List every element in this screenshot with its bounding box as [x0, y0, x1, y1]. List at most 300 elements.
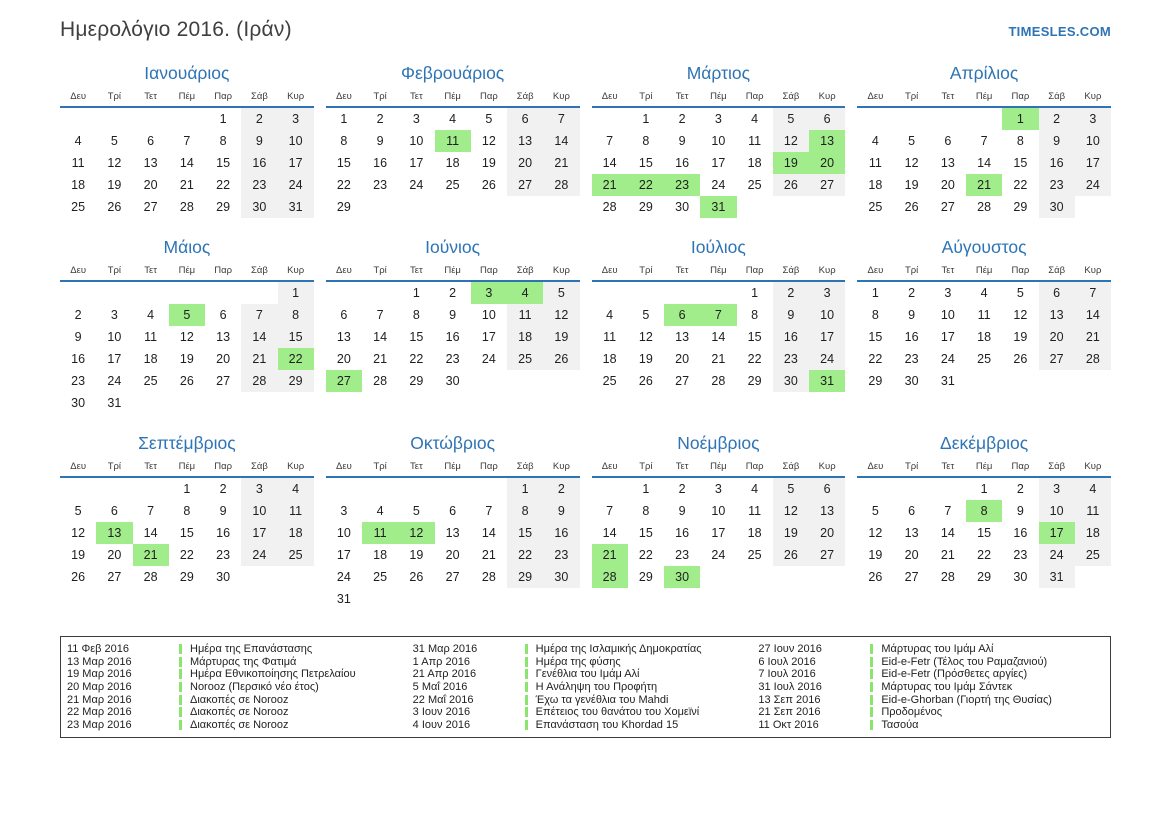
day-cell: 20	[675, 352, 690, 366]
weekday-label: Τετ	[144, 91, 157, 102]
day-cell: 6	[664, 304, 700, 326]
day-cell: 19	[1013, 330, 1028, 344]
day-cell: 19	[409, 548, 424, 562]
day-cell: 14	[143, 526, 158, 540]
day-cell: 22	[179, 548, 194, 562]
day-cell: 21	[940, 548, 955, 562]
day-cell: 21	[966, 174, 1002, 196]
day-cell	[628, 282, 664, 304]
day-cell: 22	[1013, 178, 1028, 192]
day-cell	[169, 108, 205, 130]
day-cell	[773, 196, 809, 218]
day-cell: 25	[977, 352, 992, 366]
legend-date: 21 Μαρ 2016	[67, 693, 132, 706]
holiday-tick-icon	[525, 657, 528, 667]
day-cell: 13	[143, 156, 158, 170]
day-cell: 4	[751, 482, 759, 496]
day-cell: 22	[507, 544, 543, 566]
day-cell	[60, 108, 96, 130]
weekday-header-row	[326, 264, 580, 282]
day-cell: 21	[481, 548, 496, 562]
weekday-label: Σάβ	[1048, 265, 1066, 276]
holiday-tick-icon	[525, 669, 528, 679]
day-cell	[96, 478, 132, 500]
day-cell	[362, 588, 398, 610]
day-cell: 16	[71, 352, 86, 366]
day-cell	[435, 478, 471, 500]
month-block-7	[592, 236, 846, 392]
weekday-label: Τρί	[639, 91, 653, 102]
day-cell: 26	[638, 374, 653, 388]
day-cell: 27	[904, 570, 919, 584]
day-cell: 27	[143, 200, 158, 214]
holiday-legend	[60, 636, 1111, 738]
weekday-label: Πέμ	[444, 91, 461, 102]
day-cell: 29	[638, 570, 653, 584]
day-cell: 31	[107, 396, 122, 410]
legend-label: Διακοπές σε Norooz	[190, 693, 289, 706]
day-cell: 15	[747, 330, 762, 344]
day-cell: 15	[507, 522, 543, 544]
day-cell: 30	[445, 374, 460, 388]
weekday-label: Δευ	[335, 265, 352, 276]
day-cell: 12	[773, 130, 809, 152]
day-cell: 5	[773, 108, 809, 130]
day-cell: 2	[219, 482, 227, 496]
day-cell	[592, 282, 628, 304]
legend-label: Eid-e-Ghorban (Γιορτή της Θυσίας)	[881, 693, 1052, 706]
month-block-4	[857, 62, 1111, 218]
day-cell: 12	[543, 304, 579, 326]
day-cell: 25	[71, 200, 86, 214]
weekday-label: Κυρ	[552, 91, 570, 102]
day-cell: 23	[1013, 548, 1028, 562]
day-cell: 20	[143, 178, 158, 192]
day-cell	[507, 196, 543, 218]
day-cell: 2	[74, 308, 82, 322]
day-cell: 1	[980, 482, 988, 496]
day-cell: 24	[711, 548, 726, 562]
weekday-label: Παρ	[479, 265, 498, 276]
weekday-header-row	[592, 264, 846, 282]
legend-date: 13 Μαρ 2016	[67, 655, 132, 668]
day-cell: 24	[1039, 544, 1075, 566]
weekday-label: Δευ	[70, 265, 87, 276]
weekday-label: Σάβ	[516, 265, 534, 276]
legend-date: 4 Ιουν 2016	[412, 718, 471, 731]
legend-label: Ημέρα της Ισλαμικής Δημοκρατίας	[535, 643, 702, 656]
day-cell: 22	[747, 352, 762, 366]
day-cell: 7	[944, 504, 952, 518]
day-cell: 19	[179, 352, 194, 366]
day-cell: 25	[747, 178, 762, 192]
day-cell: 27	[809, 174, 845, 196]
day-cell	[1075, 370, 1111, 392]
day-cell: 23	[904, 352, 919, 366]
month-title: Απρίλιος	[949, 63, 1019, 83]
legend-date: 19 Μαρ 2016	[67, 668, 132, 681]
day-cell: 19	[773, 522, 809, 544]
day-cell: 15	[179, 526, 194, 540]
day-cell: 23	[71, 374, 86, 388]
day-cell: 29	[409, 374, 424, 388]
day-cell: 17	[1039, 522, 1075, 544]
weekday-label: Κυρ	[552, 265, 570, 276]
day-cell: 1	[751, 286, 759, 300]
day-cell: 5	[110, 134, 118, 148]
legend-date: 11 Οκτ 2016	[758, 718, 819, 731]
holiday-tick-icon	[870, 644, 873, 654]
day-cell: 9	[219, 504, 227, 518]
day-cell: 16	[904, 330, 919, 344]
day-cell	[471, 196, 507, 218]
day-cell: 20	[809, 522, 845, 544]
weekday-header-row	[857, 90, 1111, 108]
weekday-label: Παρ	[214, 265, 232, 276]
day-cell: 19	[107, 178, 122, 192]
day-cell: 5	[543, 282, 579, 304]
day-cell: 17	[711, 156, 726, 170]
weekday-label: Τετ	[941, 91, 955, 102]
day-cell: 28	[543, 174, 579, 196]
day-cell	[966, 108, 1002, 130]
legend-column-3	[758, 643, 1104, 731]
day-cell: 31	[940, 374, 955, 388]
day-cell: 17	[809, 326, 845, 348]
holiday-tick-icon	[525, 707, 528, 717]
day-cell: 6	[449, 504, 457, 518]
weekday-label: Τετ	[941, 265, 955, 276]
day-cell: 27	[809, 544, 845, 566]
day-cell: 13	[216, 330, 231, 344]
day-cell: 5	[169, 304, 205, 326]
legend-label: Επέτειος του θανάτου του Χομεϊνί	[535, 706, 700, 719]
day-cell: 18	[278, 522, 314, 544]
day-cell	[241, 392, 277, 414]
day-cell: 18	[977, 330, 992, 344]
weekday-label: Πέμ	[975, 461, 993, 472]
day-cell: 3	[714, 112, 722, 126]
day-cell: 11	[278, 500, 314, 522]
day-cell: 8	[183, 504, 191, 518]
day-cell: 20	[107, 548, 122, 562]
day-cell: 4	[980, 286, 988, 300]
day-cell: 4	[507, 282, 543, 304]
weekday-label: Κυρ	[287, 461, 305, 472]
day-cell: 15	[1013, 156, 1028, 170]
weekday-label: Τρί	[373, 91, 387, 102]
day-cell: 14	[602, 526, 617, 540]
day-cell: 30	[71, 396, 86, 410]
month-title: Σεπτέμβριος	[138, 433, 236, 453]
day-cell: 27	[326, 370, 362, 392]
timesles-link[interactable]: TIMESLES.COM	[1008, 24, 1111, 39]
day-cell	[96, 108, 132, 130]
day-cell: 18	[747, 156, 762, 170]
day-cell: 22	[868, 352, 883, 366]
day-cell: 16	[241, 152, 277, 174]
day-cell: 10	[481, 308, 496, 322]
legend-label: Διακοπές σε Norooz	[190, 718, 289, 731]
day-cell: 11	[748, 134, 762, 148]
day-cell: 25	[602, 374, 617, 388]
weekday-label: Τρί	[107, 265, 122, 276]
day-cell: 9	[773, 304, 809, 326]
weekday-label: Παρ	[479, 461, 498, 472]
holiday-tick-icon	[525, 695, 528, 705]
day-cell: 10	[711, 504, 726, 518]
weekday-header-row	[592, 90, 846, 108]
day-cell: 26	[107, 200, 122, 214]
day-cell: 11	[977, 308, 991, 322]
day-cell: 8	[507, 500, 543, 522]
holiday-tick-icon	[525, 644, 528, 654]
day-cell: 3	[110, 308, 118, 322]
legend-label: Eid-e-Fetr (Τέλος του Ραμαζανιού)	[881, 655, 1048, 668]
weekday-label: Πέμ	[975, 91, 993, 102]
legend-label: Ημέρα Εθνικοποίησης Πετρελαίου	[190, 668, 356, 681]
day-cell: 21	[241, 348, 277, 370]
weekday-label: Κυρ	[1084, 91, 1102, 102]
day-cell: 11	[362, 522, 398, 544]
day-cell: 16	[445, 330, 460, 344]
weekday-label: Κυρ	[818, 91, 836, 102]
day-cell: 25	[278, 544, 314, 566]
legend-date: 23 Μαρ 2016	[67, 718, 132, 731]
day-cell: 7	[543, 108, 579, 130]
weekday-label: Πέμ	[178, 265, 196, 276]
day-cell	[507, 588, 543, 610]
day-cell	[737, 566, 773, 588]
day-cell: 18	[868, 178, 883, 192]
day-cell: 26	[1013, 352, 1028, 366]
day-cell: 13	[336, 330, 351, 344]
day-cell: 11	[507, 304, 543, 326]
day-cell: 24	[711, 178, 726, 192]
day-cell: 10	[711, 134, 726, 148]
legend-date: 1 Απρ 2016	[412, 655, 470, 668]
legend-label: Διακοπές σε Norooz	[190, 706, 289, 719]
day-cell	[205, 392, 241, 414]
weekday-label: Τρί	[904, 461, 919, 472]
day-cell: 6	[944, 134, 952, 148]
day-cell: 17	[711, 526, 726, 540]
day-cell	[930, 478, 966, 500]
weekday-label: Τετ	[941, 461, 955, 472]
legend-item	[67, 668, 413, 681]
day-cell	[169, 392, 205, 414]
day-cell: 12	[179, 330, 194, 344]
day-cell: 3	[412, 112, 420, 126]
weekday-label: Σάβ	[782, 265, 800, 276]
day-cell: 28	[481, 570, 496, 584]
weekday-label: Τετ	[410, 265, 423, 276]
day-cell	[1039, 370, 1075, 392]
weekday-header-row	[326, 460, 580, 478]
day-cell: 6	[809, 108, 845, 130]
day-cell: 22	[278, 348, 314, 370]
day-cell: 31	[278, 196, 314, 218]
day-cell: 17	[278, 152, 314, 174]
day-cell: 30	[904, 374, 919, 388]
day-cell	[60, 478, 96, 500]
weekday-label: Τετ	[675, 91, 689, 102]
day-cell: 8	[278, 304, 314, 326]
day-cell	[169, 282, 205, 304]
day-cell: 26	[543, 348, 579, 370]
legend-date: 3 Ιουν 2016	[412, 706, 471, 719]
day-cell: 5	[74, 504, 82, 518]
day-cell: 17	[409, 156, 424, 170]
weekday-label: Παρ	[745, 91, 764, 102]
day-cell: 15	[868, 330, 883, 344]
day-cell: 6	[147, 134, 155, 148]
holiday-tick-icon	[179, 682, 182, 692]
day-cell: 16	[216, 526, 231, 540]
day-cell: 11	[144, 330, 158, 344]
legend-item	[67, 681, 413, 694]
month-title: Αύγουστος	[941, 237, 1027, 257]
day-cell: 6	[110, 504, 118, 518]
legend-item	[67, 706, 413, 719]
day-cell: 23	[664, 174, 700, 196]
day-cell: 17	[241, 522, 277, 544]
day-cell: 6	[219, 308, 227, 322]
day-cell: 28	[373, 374, 388, 388]
day-cell: 1	[507, 478, 543, 500]
weekday-label: Σάβ	[1048, 461, 1066, 472]
month-title: Μάρτιος	[686, 63, 751, 83]
day-cell: 14	[1075, 304, 1111, 326]
day-cell: 23	[373, 178, 388, 192]
day-cell: 14	[711, 330, 726, 344]
weekday-label: Παρ	[479, 91, 498, 102]
day-cell	[326, 478, 362, 500]
day-cell: 18	[747, 526, 762, 540]
weekday-label: Κυρ	[818, 265, 836, 276]
day-cell: 28	[711, 374, 726, 388]
day-cell	[133, 282, 169, 304]
legend-item	[67, 719, 413, 732]
day-cell: 24	[1075, 174, 1111, 196]
legend-item	[67, 643, 413, 656]
day-cell: 2	[241, 108, 277, 130]
day-cell: 20	[940, 178, 955, 192]
day-cell: 7	[241, 304, 277, 326]
legend-date: 22 Μαρ 2016	[67, 706, 132, 719]
day-cell: 23	[216, 548, 231, 562]
day-cell: 5	[412, 504, 420, 518]
weekday-label: Τρί	[107, 91, 122, 102]
day-cell: 29	[507, 566, 543, 588]
day-cell: 8	[1016, 134, 1024, 148]
day-cell: 5	[871, 504, 879, 518]
day-cell: 15	[336, 156, 351, 170]
day-cell: 16	[1039, 152, 1075, 174]
day-cell: 25	[747, 548, 762, 562]
month-title: Δεκέμβριος	[940, 433, 1029, 453]
weekday-label: Παρ	[1011, 265, 1030, 276]
weekday-label: Σάβ	[1048, 91, 1066, 102]
day-cell: 15	[638, 156, 653, 170]
day-cell: 3	[278, 108, 314, 130]
weekday-label: Δευ	[601, 91, 618, 102]
day-cell	[857, 108, 893, 130]
day-cell: 30	[664, 566, 700, 588]
day-cell: 21	[592, 174, 628, 196]
day-cell: 2	[773, 282, 809, 304]
holiday-tick-icon	[179, 657, 182, 667]
day-cell: 17	[336, 548, 351, 562]
day-cell: 22	[409, 352, 424, 366]
month-days	[857, 478, 1111, 588]
day-cell: 24	[481, 352, 496, 366]
legend-date: 21 Σεπ 2016	[758, 706, 821, 719]
holiday-tick-icon	[179, 669, 182, 679]
day-cell: 10	[241, 500, 277, 522]
day-cell: 26	[179, 374, 194, 388]
weekday-label: Κυρ	[287, 91, 305, 102]
day-cell: 21	[543, 152, 579, 174]
weekday-label: Σάβ	[250, 265, 268, 276]
day-cell: 10	[278, 130, 314, 152]
legend-label: Η Ανάληψη του Προφήτη	[535, 681, 658, 694]
day-cell: 28	[179, 200, 194, 214]
day-cell: 22	[336, 178, 351, 192]
legend-date: 31 Μαρ 2016	[412, 643, 478, 656]
weekday-label: Δευ	[335, 91, 352, 102]
weekday-label: Τετ	[410, 461, 423, 472]
day-cell: 2	[1039, 108, 1075, 130]
day-cell: 8	[340, 134, 348, 148]
legend-date: 5 Μαΐ 2016	[412, 681, 468, 694]
day-cell: 24	[809, 348, 845, 370]
day-cell	[809, 196, 845, 218]
holiday-tick-icon	[179, 707, 182, 717]
weekday-label: Σάβ	[516, 461, 534, 472]
day-cell: 27	[216, 374, 231, 388]
day-cell: 15	[638, 526, 653, 540]
weekday-label: Τρί	[639, 265, 653, 276]
day-cell	[507, 370, 543, 392]
month-block-1	[60, 62, 314, 218]
day-cell	[205, 282, 241, 304]
day-cell: 14	[602, 156, 617, 170]
month-block-2	[326, 62, 580, 218]
day-cell: 16	[675, 526, 690, 540]
day-cell: 17	[481, 330, 496, 344]
holiday-tick-icon	[870, 682, 873, 692]
day-cell: 15	[977, 526, 992, 540]
day-cell: 20	[904, 548, 919, 562]
day-cell: 21	[373, 352, 388, 366]
day-cell	[894, 108, 930, 130]
weekday-header-row	[857, 264, 1111, 282]
day-cell: 28	[592, 566, 628, 588]
day-cell	[471, 370, 507, 392]
day-cell: 7	[147, 504, 155, 518]
day-cell: 3	[1039, 478, 1075, 500]
day-cell: 9	[678, 504, 686, 518]
day-cell: 5	[1016, 286, 1024, 300]
day-cell: 20	[336, 352, 351, 366]
day-cell: 23	[543, 544, 579, 566]
day-cell: 12	[638, 330, 653, 344]
day-cell: 8	[642, 504, 650, 518]
day-cell: 21	[592, 544, 628, 566]
weekday-label: Δευ	[335, 461, 352, 472]
day-cell: 31	[336, 592, 351, 606]
